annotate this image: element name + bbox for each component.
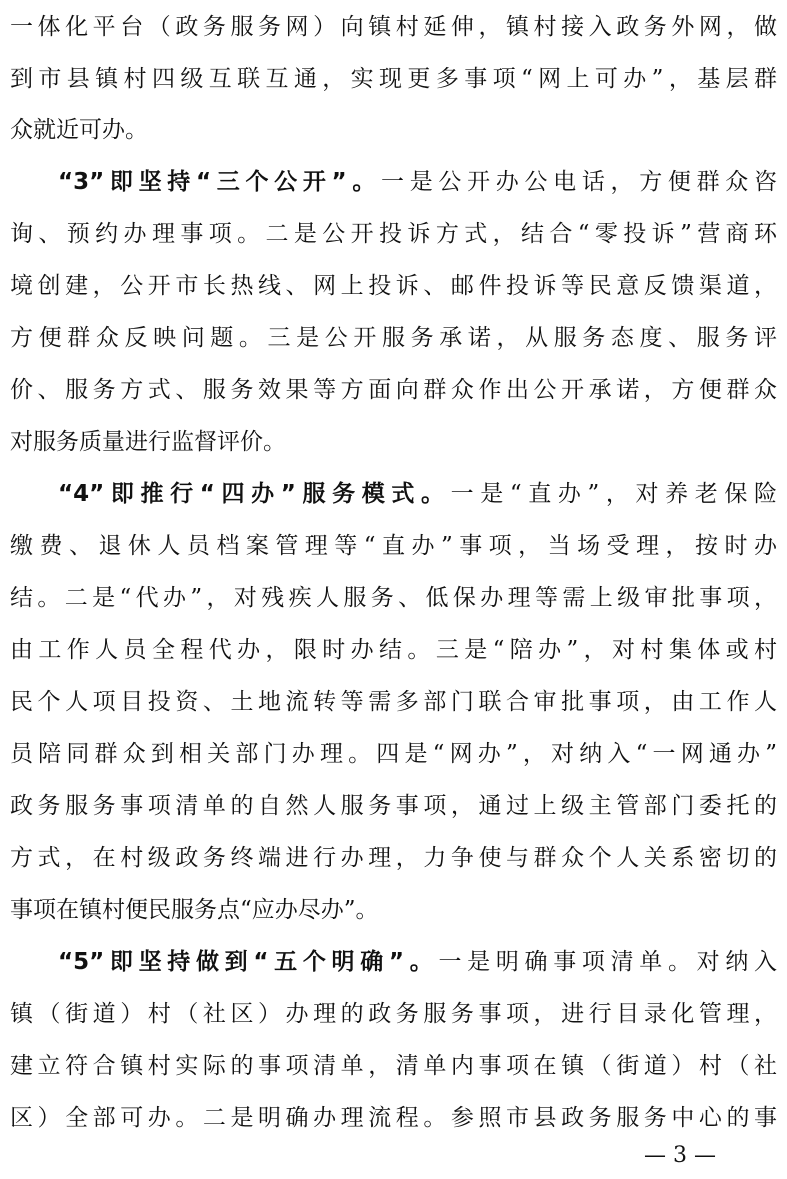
- text-line: 方式，在村级政务终端进行办理，力争使与群众个人关系密切的: [10, 845, 777, 871]
- text-line: 结。二是“代办”，对残疾人服务、低保办理等需上级审批事项，: [10, 585, 777, 611]
- text-span: 一是“直办”，对养老保险: [450, 481, 777, 507]
- text-line: 价、服务方式、服务效果等方面向群众作出公开承诺，方便群众: [10, 377, 777, 403]
- text-span: 一是明确事项清单。对纳入: [438, 949, 778, 975]
- text-line: 员陪同群众到相关部门办理。四是“网办”，对纳入“一网通办”: [10, 741, 777, 767]
- text-line: 到市县镇村四级互联互通，实现更多事项“网上可办”，基层群: [10, 66, 777, 92]
- text-line: 方便群众反映问题。三是公开服务承诺，从服务态度、服务评: [10, 325, 777, 351]
- text-line: 一体化平台（政务服务网）向镇村延伸，镇村接入政务外网，做: [10, 14, 777, 40]
- paragraph-heading: “5”即坚持做到“五个明确”。: [58, 949, 439, 975]
- text-line: 建立符合镇村实际的事项清单，清单内事项在镇（街道）村（社: [10, 1053, 777, 1079]
- text-span: 一是公开办公电话，方便群众咨: [381, 169, 778, 195]
- text-line: 政务服务事项清单的自然人服务事项，通过上级主管部门委托的: [10, 793, 777, 819]
- paragraph-heading: “3”即坚持“三个公开”。: [58, 169, 382, 195]
- paragraph-first-line: [58, 158, 777, 206]
- text-line: 民个人项目投资、土地流转等需多部门联合审批事项，由工作人: [10, 689, 777, 715]
- paragraph-heading: “4”即推行“四办”服务模式。: [58, 481, 451, 507]
- paragraph-first-line: [58, 938, 777, 986]
- text-line: 镇（街道）村（社区）办理的政务服务事项，进行目录化管理，: [10, 1001, 777, 1027]
- text-line: 缴费、退休人员档案管理等“直办”事项，当场受理，按时办: [10, 533, 777, 559]
- text-line: 众就近可办。: [10, 117, 148, 143]
- text-line: 询、预约办理事项。二是公开投诉方式，结合“零投诉”营商环: [10, 221, 777, 247]
- paragraph-first-line: [58, 470, 777, 518]
- text-line: 区）全部可办。二是明确办理流程。参照市县政务服务中心的事: [10, 1105, 777, 1131]
- page-number: — 3 —: [644, 1143, 716, 1168]
- text-line: 对服务质量进行监督评价。: [10, 429, 286, 455]
- text-line: 境创建，公开市长热线、网上投诉、邮件投诉等民意反馈渠道，: [10, 273, 777, 299]
- text-line: 事项在镇村便民服务点“应办尽办”。: [10, 897, 379, 923]
- text-line: 由工作人员全程代办，限时办结。三是“陪办”，对村集体或村: [10, 637, 777, 663]
